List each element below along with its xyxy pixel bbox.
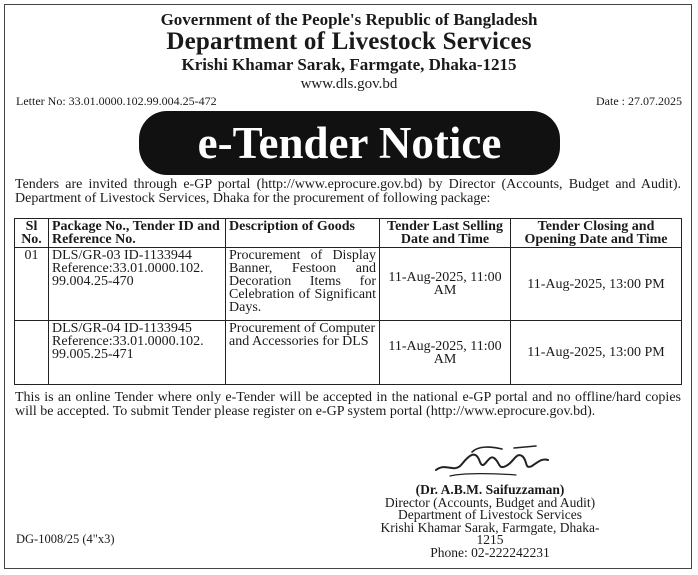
- signatory-department: Department of Livestock Services: [397, 507, 583, 522]
- signatory-title: Director (Accounts, Budget and Audit): [384, 494, 596, 510]
- department-heading: Department of Livestock Services: [166, 28, 532, 55]
- row-package: DLS/GR-03 ID-1133944 Reference:33.01.0000.102. 99.004.25-470: [49, 248, 226, 321]
- intro-paragraph: Tenders are invited through e-GP portal (http://www.eprocure.gov.bd) by Director (Accounts, Budget and Audit). Department of Livestock Services, Dhaka for the procurement of following package:: [15, 177, 681, 206]
- tender-table: [14, 218, 682, 385]
- footnote-paragraph: This is an online Tender where only e-Tender will be accepted in the national e-GP portal and no offline/hard copies will be accepted. To submit Tender please register on e-GP system portal (http://www.eprocure.gov.bd).: [15, 390, 681, 419]
- department-website: www.dls.gov.bd: [300, 76, 398, 92]
- row-package: DLS/GR-04 ID-1133945 Reference:33.01.0000.102. 99.005.25-471: [49, 321, 226, 385]
- row-selling: 11-Aug-2025, 11:00 AM: [380, 321, 511, 385]
- table-row: [15, 248, 682, 321]
- table-header-row: [15, 219, 682, 248]
- row-description: Procurement of Display Banner, Festoon and Decoration Items for Celebration of Significant Days.: [226, 248, 380, 321]
- dg-code: DG-1008/25 (4"x3): [16, 532, 115, 546]
- signatory-name: (Dr. A.B.M. Saifuzzaman): [415, 482, 565, 497]
- signatory-address: Krishi Khamar Sarak, Farmgate, Dhaka-1215: [380, 519, 600, 547]
- header-closing: Tender Closing and Opening Date and Time: [511, 219, 682, 248]
- row-closing: 11-Aug-2025, 13:00 PM: [511, 248, 682, 321]
- row-closing: 11-Aug-2025, 13:00 PM: [511, 321, 682, 385]
- header-description: Description of Goods: [226, 219, 380, 248]
- signatory-block: [370, 484, 610, 559]
- notice-banner: e-Tender Notice: [139, 111, 560, 175]
- row-description: Procurement of Computer and Accessories for DLS: [226, 321, 380, 385]
- header-selling: Tender Last Selling Date and Time: [380, 219, 511, 248]
- row-sl: 01: [15, 248, 49, 321]
- signature-image: [432, 440, 552, 482]
- signatory-phone: Phone: 02-222242231: [430, 544, 550, 560]
- table-row: [15, 321, 682, 385]
- department-address: Krishi Khamar Sarak, Farmgate, Dhaka-1215: [181, 55, 517, 74]
- row-selling: 11-Aug-2025, 11:00 AM: [380, 248, 511, 321]
- letter-number: Letter No: 33.01.0000.102.99.004.25-472: [16, 94, 217, 108]
- header-sl: Sl No.: [15, 219, 49, 248]
- row-sl: [15, 321, 49, 385]
- notice-date: Date : 27.07.2025: [596, 94, 682, 108]
- header-package: Package No., Tender ID and Reference No.: [49, 219, 226, 248]
- government-heading: Government of the People's Republic of Bangladesh: [160, 10, 538, 29]
